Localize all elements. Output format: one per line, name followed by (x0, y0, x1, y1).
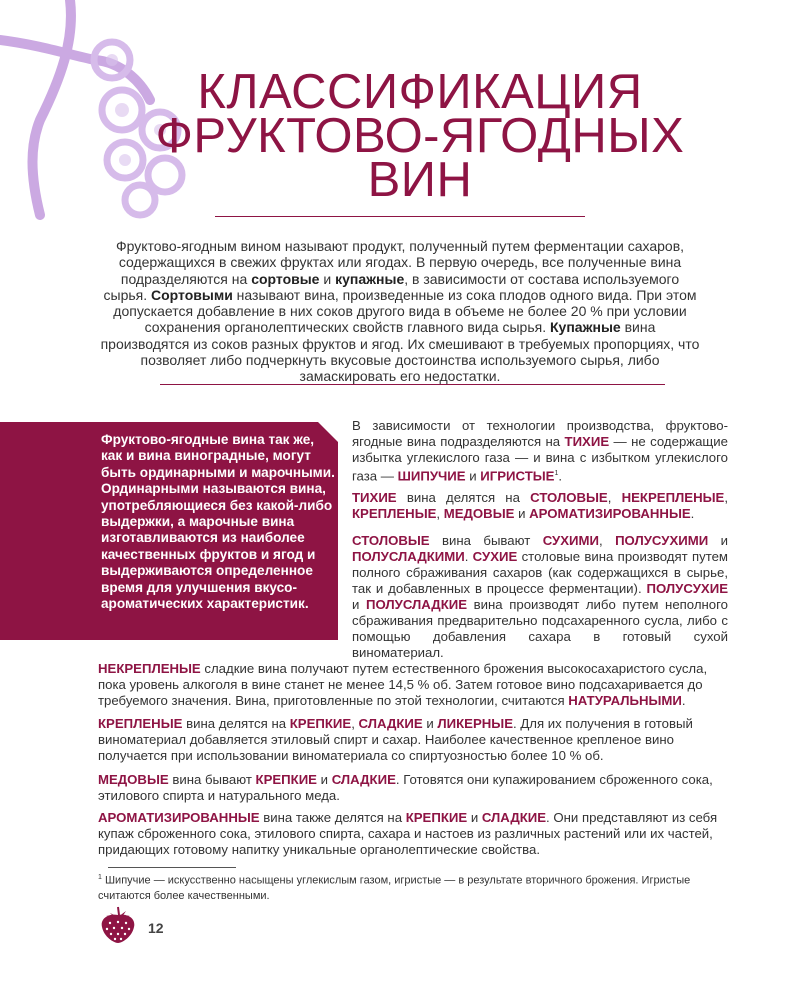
title-line-2: ФРУКТОВО-ЯГОДНЫХ (155, 109, 685, 163)
text: вина также делятся на (259, 810, 406, 825)
intro-keyword: сортовые (251, 270, 320, 287)
intro-text: вина производятся из соков разных фруктов и ягод. Их смешивают в требуемых пропорциях, что позволяет либо подчеркнуть вкусовые достоинства используемого сырья, либо замаскировать его недостатки. (100, 319, 700, 385)
text: сладкие вина получают путем естественного брожения высокосахаристого сусла, пока уровень алкоголя в вине станет не менее 14,5 % об. Затем готовое вино подсахаривается до требуемого значения. Вина, приготовленные по этой технологии, считаются (98, 661, 708, 708)
intro-text: Фруктово-ягодным вином называют продукт, полученный путем ферментации сахаров, содержащихся в свежих фруктах или ягодах. В первую очередь, все полученные вина подразделяются на (115, 238, 685, 287)
keyword: КРЕПКИЕ (255, 772, 317, 787)
keyword: АРОМАТИЗИРОВАННЫЕ (98, 810, 260, 825)
keyword: ТИХИЕ (564, 434, 610, 449)
keyword: НАТУРАЛЬНЫМИ (568, 693, 682, 708)
intro-text: , в зависимости от состава используемого сырья. (103, 270, 680, 303)
strawberry-icon (98, 905, 138, 945)
paragraph-types (352, 418, 728, 484)
keyword: ШИПУЧИЕ (397, 468, 466, 484)
text: . (681, 693, 686, 708)
text: и (352, 597, 366, 612)
text: и (316, 772, 332, 787)
keyword: НЕКРЕПЛЕНЫЕ (621, 490, 725, 505)
text: вина бывают (168, 772, 256, 787)
keyword: СЛАДКИЕ (358, 716, 423, 731)
text: . Они представляют из себя купаж сброженного сока, этилового спирта, сахара и настоев из различных растений или их частей, придающих готовому напитку уникальные органолептические свойства. (98, 810, 718, 857)
title-line-3: ВИН (367, 153, 473, 207)
text: , (724, 490, 728, 505)
intro-keyword: Сортовыми (151, 286, 233, 303)
keyword: КРЕПКИЕ (289, 716, 352, 731)
footnote-number: 1 (98, 874, 102, 881)
text: . (464, 549, 473, 564)
keyword: КРЕПКИЕ (405, 810, 468, 825)
keyword: ПОЛУСУХИЕ (646, 581, 728, 596)
keyword: СУХИМИ (542, 533, 599, 548)
keyword: СЛАДКИЕ (481, 810, 547, 825)
text: столовые вина производят путем полного сбраживания сахаров (как содержащихся в сырье, так и добавленных в процессе ферментации). (352, 549, 728, 596)
intro-paragraph (100, 238, 700, 385)
keyword: ПОЛУСЛАДКИЕ (365, 597, 468, 612)
keyword: СЛАДКИЕ (331, 772, 396, 787)
keyword: МЕДОВЫЕ (98, 772, 169, 787)
text: , (436, 506, 444, 521)
footnote-ref: 1 (554, 470, 559, 477)
paragraph-table-wines (352, 533, 728, 661)
top-divider (215, 216, 585, 217)
intro-text: и (319, 270, 336, 287)
keyword: КРЕПЛЕНЫЕ (98, 716, 183, 731)
page-number: 12 (148, 920, 164, 936)
text: , (607, 490, 622, 505)
keyword: АРОМАТИЗИРОВАННЫЕ (529, 506, 691, 521)
text: и (465, 468, 481, 484)
paragraph-fortified (98, 716, 730, 764)
keyword: НЕКРЕПЛЕНЫЕ (98, 661, 201, 676)
keyword: ИГРИСТЫЕ (480, 468, 555, 484)
page-title (120, 65, 720, 207)
paragraph-honey (98, 772, 730, 804)
text: , (351, 716, 359, 731)
text: . (690, 506, 695, 521)
footnote (98, 870, 738, 904)
paragraph-still-wines (352, 490, 728, 522)
text: — не содержащие избытка углекислого газа — и вина с избытком углекислого газа — (352, 434, 728, 484)
title-line-1: КЛАССИФИКАЦИЯ (197, 65, 643, 119)
keyword: ПОЛУСУХИМИ (615, 533, 709, 548)
text: вина производят либо путем неполного сбраживания предварительно подсахаренного сусла, либо с помощью добавления сахара в готовый сухой виноматериал. (352, 597, 728, 660)
keyword: ТИХИЕ (352, 490, 397, 505)
text: и (467, 810, 482, 825)
text: и (422, 716, 438, 731)
text: , (598, 533, 616, 548)
text: и (708, 533, 728, 548)
text: . Готовятся они купажированием сброженного сока, этилового спирта и натурального меда. (98, 772, 713, 803)
keyword: КРЕПЛЕНЫЕ (352, 506, 437, 521)
keyword: МЕДОВЫЕ (443, 506, 515, 521)
keyword: СУХИЕ (472, 549, 518, 564)
text: вина делятся на (396, 490, 531, 505)
footnote-divider (108, 867, 236, 868)
text: вина бывают (429, 533, 543, 548)
text: . Для их получения в готовый виноматериал добавляется этиловый спирт и сахар. Наиболее качественное крепленое вино получается при использовании виноматериала со спиртуозностью более 10 % об. (98, 716, 693, 763)
text: вина делятся на (182, 716, 290, 731)
footnote-text: Шипучие — искусственно насыщены углекислым газом, игристые — в результате вторичного брожения. Игристые считаются более качественными. (98, 874, 691, 902)
text: В зависимости от технологии производства, фруктово-ягодные вина подразделяются на (352, 418, 728, 449)
intro-text: называют вина, произведенные из сока плодов одного вида. При этом допускается добавление в них соков другого вида в объеме не более 20 % при условии сохранения органолептических свойств главного вида сырья. (113, 286, 697, 336)
keyword: СТОЛОВЫЕ (352, 533, 430, 548)
keyword: СТОЛОВЫЕ (530, 490, 608, 505)
paragraph-flavored (98, 810, 730, 858)
text: . (558, 468, 563, 484)
text: и (514, 506, 530, 521)
intro-keyword: Купажные (550, 319, 621, 336)
intro-keyword: купажные (335, 270, 405, 287)
bottom-divider (160, 384, 665, 385)
keyword: ЛИКЕРНЫЕ (437, 716, 514, 731)
keyword: ПОЛУСЛАДКИМИ (352, 549, 465, 564)
sidebar-text: Фруктово-ягодные вина так же, как и вина виноградные, могут быть ординарными и марочными. Ординарными называются вина, употребляющиеся без какой-либо выдержки, а марочные вина изготавливаются из наиболее качественных фруктов и ягод и выдерживаются определенное время для улучшения вкусо-ароматических характеристик. (101, 432, 335, 612)
paragraph-unfortified (98, 661, 730, 709)
